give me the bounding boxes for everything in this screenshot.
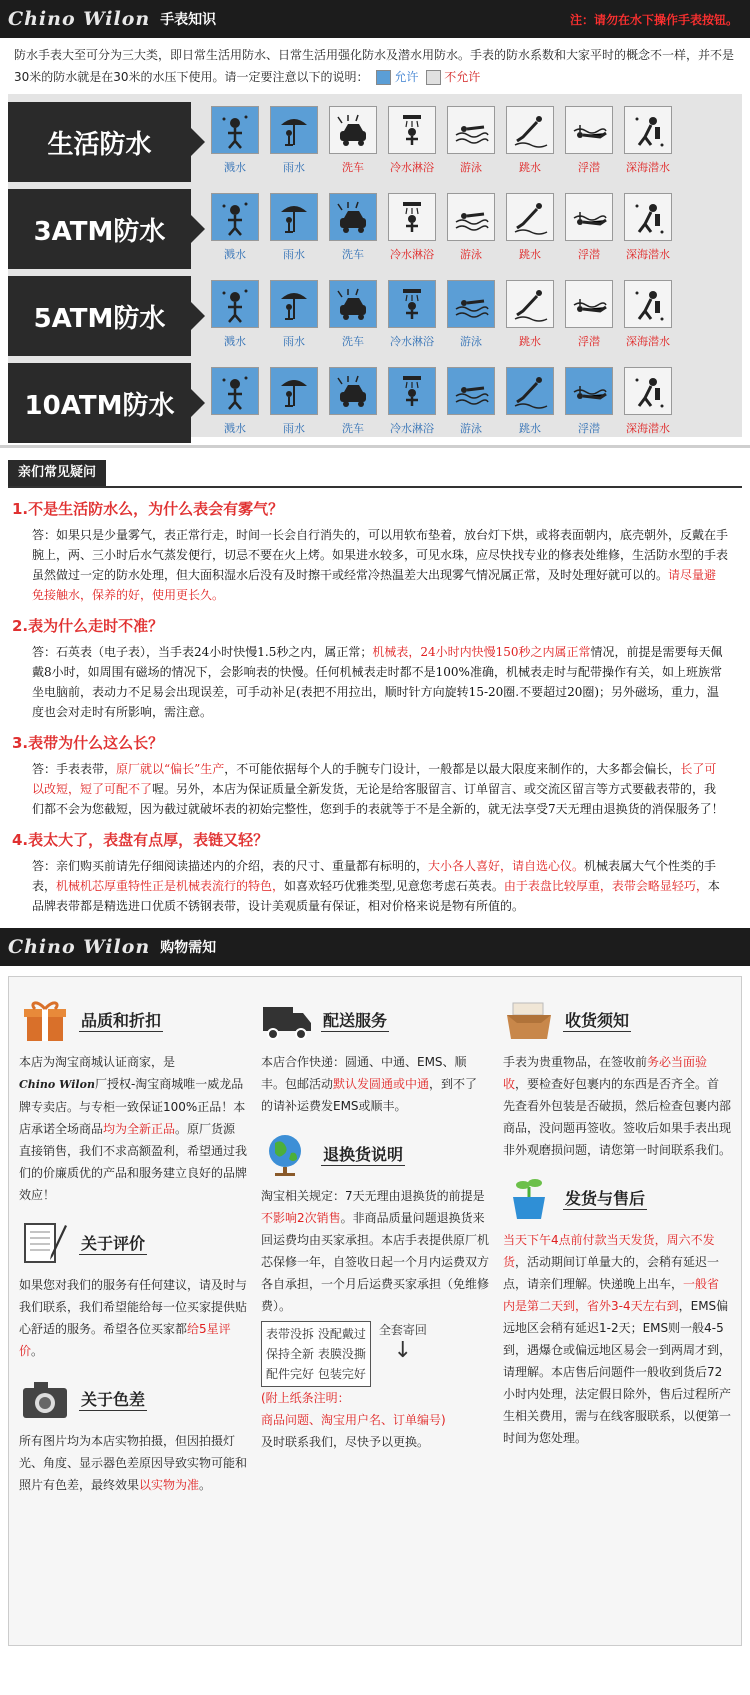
send-label: 全套寄回 bbox=[378, 1323, 427, 1337]
shop-header-bar bbox=[0, 928, 750, 966]
aftersale-title: 发货与售后 bbox=[563, 1186, 647, 1210]
answer-highlight: 长了可以改短，短了可配不了 bbox=[32, 762, 717, 796]
activity-item bbox=[624, 193, 672, 262]
delivery-heading bbox=[261, 997, 489, 1043]
arrow-down-icon: ↓ bbox=[393, 1338, 413, 1363]
deep-dive-icon bbox=[624, 193, 672, 241]
faq-list bbox=[0, 498, 750, 916]
splash-icon bbox=[211, 106, 259, 154]
faq-header bbox=[8, 460, 742, 488]
allow-swatch bbox=[376, 70, 391, 85]
text: 。原厂货源直接销售，我们不求高额盈利，希望通过我们的价廉质优的产品和服务建立良好的品牌效应！ bbox=[19, 1122, 248, 1202]
activity-item bbox=[211, 106, 259, 175]
text: ，到不了的请补运费发EMS或顺丰。 bbox=[261, 1077, 478, 1113]
activity-item bbox=[270, 193, 318, 262]
receive-heading bbox=[503, 997, 731, 1043]
answer-highlight: 原厂就以“偏长”生产 bbox=[116, 762, 225, 776]
activity-item bbox=[447, 367, 495, 436]
rating-label: 5ATM防水 bbox=[8, 276, 191, 356]
receive-text bbox=[503, 1051, 731, 1161]
send-back bbox=[379, 1321, 427, 1364]
shower-icon bbox=[388, 193, 436, 241]
shopping-info bbox=[8, 976, 742, 1646]
review-title: 关于评价 bbox=[79, 1231, 147, 1255]
text: 本店为淘宝商城认证商家，是 bbox=[19, 1055, 176, 1069]
activity-label: 冷水淋浴 bbox=[390, 335, 434, 348]
color-title: 关于色差 bbox=[79, 1387, 147, 1411]
activity-label: 溅水 bbox=[224, 422, 246, 435]
answer-text: 答：如果只是少量雾气，表正常行走，时间一长会自行消失的，可以用软布垫着，放台灯下烘，或将表面朝内，底壳朝外，反戴在手腕上，两、三小时后水气蒸发便行，切忌不要在火上烤。如果进水较多，可见水珠，应尽快找专业的修表处维修，生活防水型的手表虽然做过一定的防水处理，但大面积湿水后没有及时擦干或经常冷热温差大出现雾气情况属正常，及时处理好就可以的。 bbox=[32, 528, 729, 582]
swim-icon bbox=[447, 106, 495, 154]
answer-highlight: 大小各人喜好，请自选心仪。 bbox=[428, 859, 585, 873]
shower-icon bbox=[388, 367, 436, 415]
text: 。 bbox=[199, 1478, 212, 1492]
activity-label: 深海潜水 bbox=[626, 335, 670, 348]
snorkel-icon bbox=[565, 193, 613, 241]
activity-item bbox=[565, 193, 613, 262]
deep-dive-icon bbox=[624, 280, 672, 328]
activity-label: 洗车 bbox=[342, 161, 364, 174]
faq-question: 1.不是生活防水么，为什么表会有雾气？ bbox=[12, 500, 284, 518]
activity-item bbox=[447, 106, 495, 175]
activity-label: 游泳 bbox=[460, 248, 482, 261]
car-wash-icon bbox=[329, 280, 377, 328]
highlight: 均为全新正品 bbox=[103, 1122, 176, 1136]
activity-label: 冷水淋浴 bbox=[390, 422, 434, 435]
package-icon bbox=[503, 997, 555, 1043]
header-bar bbox=[0, 0, 750, 38]
splash-icon bbox=[211, 280, 259, 328]
answer-text: 如喜欢轻巧优雅类型,见意您考虑石英表。 bbox=[284, 879, 504, 893]
snorkel-icon bbox=[565, 367, 613, 415]
activity-list bbox=[211, 363, 672, 443]
rain-icon bbox=[270, 367, 318, 415]
aftersale-text bbox=[503, 1229, 731, 1449]
activity-item bbox=[565, 367, 613, 436]
car-wash-icon bbox=[329, 106, 377, 154]
text: 手表为贵重物品，在签收前 bbox=[503, 1055, 648, 1069]
activity-item bbox=[506, 280, 554, 349]
faq-answer bbox=[12, 636, 738, 722]
text: ，活动期间订单量大的，会稍有延迟一点，请亲们理解。快递晚上出车， bbox=[503, 1255, 720, 1291]
intro-paragraph: 防水手表大至可分为三大类，即日常生活用防水、日常生活用强化防水及潜水用防水。手表的防水系数和大家平时的概念不一样，并不是30米的防水就是在30米的水压下使用。请一定要注意以下的说明： bbox=[14, 48, 735, 84]
color-heading bbox=[19, 1376, 247, 1422]
rain-icon bbox=[270, 280, 318, 328]
brand-inline: Chino Wilon bbox=[19, 1078, 95, 1091]
highlight: 商品问题、淘宝用户名、订单编号) bbox=[261, 1413, 446, 1427]
answer-text: 答：手表表带， bbox=[32, 762, 117, 776]
faq-question: 3.表带为什么这么长？ bbox=[12, 734, 164, 752]
highlight: (附上纸条注明： bbox=[261, 1391, 350, 1405]
activity-label: 浮潜 bbox=[578, 422, 600, 435]
text: 本店合作快递：圆通、中通、EMS、顺丰。包邮活动 bbox=[261, 1055, 467, 1091]
condition-box bbox=[261, 1321, 371, 1387]
splash-icon bbox=[211, 367, 259, 415]
highlight: 默认发圆通或中通 bbox=[333, 1077, 430, 1091]
text: ，要检查好包裹内的东西是否齐全。首先查看外包装是否破损，然后检查包裹内部商品，没问题再签收。签收后如果手表出现非外观磨损问题，请您第一时间联系我们。 bbox=[503, 1077, 732, 1157]
activity-item bbox=[447, 193, 495, 262]
shower-icon bbox=[388, 280, 436, 328]
water-rating-row bbox=[8, 276, 742, 356]
rain-icon bbox=[270, 106, 318, 154]
answer-highlight: 机械机芯厚重特性正是机械表流行的特色， bbox=[56, 879, 285, 893]
water-rating-row bbox=[8, 189, 742, 269]
activity-item bbox=[211, 280, 259, 349]
exchange-title: 退换货说明 bbox=[321, 1142, 405, 1166]
highlight: 一般省内是第二天到，省外3-4天左右到 bbox=[503, 1277, 720, 1313]
activity-item bbox=[565, 280, 613, 349]
activity-item bbox=[329, 367, 377, 436]
activity-label: 雨水 bbox=[283, 161, 305, 174]
activity-label: 跳水 bbox=[519, 335, 541, 348]
answer-text: 本品牌表带都是精选进口优质不锈钢表带，设计美观质量有保证，相对价格来说是物有所值的。 bbox=[32, 879, 720, 913]
car-wash-icon bbox=[329, 367, 377, 415]
water-rating-row bbox=[8, 102, 742, 182]
faq-title: 亲们常见疑问 bbox=[8, 460, 106, 486]
delivery-text bbox=[261, 1051, 489, 1117]
highlight: 当天下午4点前付款当天发货，周六不发货 bbox=[503, 1233, 715, 1269]
plant-pot-icon bbox=[503, 1175, 555, 1221]
activity-label: 跳水 bbox=[519, 248, 541, 261]
activity-label: 浮潜 bbox=[578, 335, 600, 348]
activity-item bbox=[270, 280, 318, 349]
activity-item bbox=[624, 106, 672, 175]
activity-label: 浮潜 bbox=[578, 161, 600, 174]
intro-text bbox=[0, 38, 750, 88]
warning-note: 注：请勿在水下操作手表按钮。 bbox=[569, 12, 738, 27]
condition: 保持全新 表膜没撕 bbox=[266, 1347, 366, 1361]
exchange-heading bbox=[261, 1131, 489, 1177]
activity-label: 游泳 bbox=[460, 161, 482, 174]
text: ，EMS偏远地区会稍有延迟1-2天；EMS则一般4-5到，遇爆仓或偏远地区易会一到两周才到，请理解。本店售后问题件一般收到货后72小时内处理，法定假日除外，售后过程所产生相关费用，需与在线客服联系，以便第一时间为您处理。 bbox=[503, 1299, 732, 1445]
review-heading bbox=[19, 1220, 247, 1266]
activity-item bbox=[624, 367, 672, 436]
allow-label: 允许 bbox=[394, 70, 419, 84]
divider bbox=[0, 445, 750, 448]
shop-column bbox=[261, 991, 489, 1645]
shop-column bbox=[19, 991, 247, 1645]
text: 淘宝相关规定：7天无理由退换货的前提是 bbox=[261, 1189, 485, 1203]
activity-label: 溅水 bbox=[224, 335, 246, 348]
exchange-note bbox=[261, 1387, 489, 1453]
highlight: 以实物为准 bbox=[139, 1478, 200, 1492]
activity-list bbox=[211, 276, 672, 356]
activity-label: 深海潜水 bbox=[626, 161, 670, 174]
activity-label: 冷水淋浴 bbox=[390, 161, 434, 174]
activity-label: 深海潜水 bbox=[626, 248, 670, 261]
answer-text: 答：石英表（电子表），当手表24小时快慢1.5秒之内，属正常； bbox=[32, 645, 373, 659]
text: 。非商品质量问题退换货来回运费均由买家承担。本店手表提供原厂机芯保修一年，自签收日起一个月内运费双方各自承担，一个月后运费买家承担（免维修费）。 bbox=[261, 1211, 490, 1313]
activity-item bbox=[388, 193, 436, 262]
section-title: 购物需知 bbox=[160, 940, 217, 956]
section-title: 手表知识 bbox=[160, 12, 217, 28]
activity-item bbox=[624, 280, 672, 349]
return-conditions bbox=[261, 1321, 489, 1387]
rating-label: 10ATM防水 bbox=[8, 363, 191, 443]
deny-label: 不允许 bbox=[444, 70, 481, 84]
deep-dive-icon bbox=[624, 367, 672, 415]
aftersale-heading bbox=[503, 1175, 731, 1221]
faq-question: 4.表太大了，表盘有点厚，表链又轻？ bbox=[12, 831, 269, 849]
shop-column bbox=[503, 991, 731, 1645]
text: 厂授权-淘宝商城唯一威龙品牌专卖店。与专柜一致保证100%正品！本店承诺全场商品 bbox=[19, 1077, 246, 1136]
highlight: 不影响2次销售 bbox=[261, 1211, 341, 1225]
activity-item bbox=[329, 280, 377, 349]
snorkel-icon bbox=[565, 106, 613, 154]
activity-label: 游泳 bbox=[460, 335, 482, 348]
deep-dive-icon bbox=[624, 106, 672, 154]
activity-item bbox=[506, 106, 554, 175]
activity-label: 溅水 bbox=[224, 161, 246, 174]
answer-text: 喔。另外，本店为保证质量全新发货，无论是给客服留言、订单留言、或交流区留言等方式要截表带的，我们都不会为您截短，因为截过就破坏表的初始完整性，您到手的表就等于不是全新的，就无法享受7天无理由退换货的消保服务了！ bbox=[32, 782, 724, 816]
activity-label: 洗车 bbox=[342, 248, 364, 261]
dive-icon bbox=[506, 193, 554, 241]
activity-item bbox=[506, 367, 554, 436]
water-resistance-table bbox=[8, 94, 742, 437]
truck-icon bbox=[261, 997, 313, 1043]
activity-list bbox=[211, 189, 672, 269]
brand-logo: Chino Wilon bbox=[8, 8, 151, 30]
activity-label: 浮潜 bbox=[578, 248, 600, 261]
faq-answer bbox=[12, 850, 738, 916]
highlight: 给5星评价 bbox=[19, 1322, 231, 1358]
snorkel-icon bbox=[565, 280, 613, 328]
condition: 表带没拆 没配戴过 bbox=[266, 1327, 366, 1341]
rating-label: 生活防水 bbox=[8, 102, 191, 182]
rating-label: 3ATM防水 bbox=[8, 189, 191, 269]
activity-item bbox=[211, 193, 259, 262]
answer-text: ，不可能依据每个人的手腕专门设计，一般都是以最大限度来制作的，大多都会偏长， bbox=[224, 762, 681, 776]
notebook-icon bbox=[19, 1220, 71, 1266]
quality-text bbox=[19, 1051, 247, 1206]
activity-label: 跳水 bbox=[519, 161, 541, 174]
highlight: 务必当面验收 bbox=[503, 1055, 708, 1091]
dive-icon bbox=[506, 367, 554, 415]
rain-icon bbox=[270, 193, 318, 241]
activity-item bbox=[329, 106, 377, 175]
camera-icon bbox=[19, 1376, 71, 1422]
activity-item bbox=[270, 367, 318, 436]
activity-item bbox=[388, 106, 436, 175]
activity-label: 冷水淋浴 bbox=[390, 248, 434, 261]
condition: 配件完好 包装完好 bbox=[266, 1367, 366, 1381]
receive-title: 收货须知 bbox=[563, 1008, 631, 1032]
activity-item bbox=[388, 280, 436, 349]
activity-item bbox=[506, 193, 554, 262]
quality-heading bbox=[19, 997, 247, 1043]
exchange-text bbox=[261, 1185, 489, 1317]
answer-highlight: 机械表，24小时内快慢150秒之内属正常 bbox=[372, 645, 591, 659]
swim-icon bbox=[447, 193, 495, 241]
answer-highlight: 由于表盘比较厚重，表带会略显轻巧， bbox=[503, 879, 708, 893]
water-rating-row bbox=[8, 363, 742, 443]
faq-question: 2.表为什么走时不准？ bbox=[12, 617, 164, 635]
activity-label: 雨水 bbox=[283, 335, 305, 348]
globe-icon bbox=[261, 1131, 313, 1177]
brand-logo: Chino Wilon bbox=[8, 936, 151, 958]
answer-text: 机械表属大气个性类的手表， bbox=[32, 859, 717, 893]
answer-text: 答：亲们购买前请先仔细阅读描述内的介绍，表的尺寸、重量都有标明的， bbox=[32, 859, 429, 873]
activity-item bbox=[565, 106, 613, 175]
activity-item bbox=[329, 193, 377, 262]
text: 如果您对我们的服务有任何建议，请及时与我们联系，我们希望能给每一位买家提供贴心舒适的服务。希望各位买家都 bbox=[19, 1278, 248, 1336]
activity-item bbox=[211, 367, 259, 436]
activity-label: 洗车 bbox=[342, 335, 364, 348]
answer-highlight: 请尽量避免接触水，保养的好，使用更长久。 bbox=[32, 568, 717, 602]
activity-item bbox=[388, 367, 436, 436]
delivery-title: 配送服务 bbox=[321, 1008, 389, 1032]
activity-label: 游泳 bbox=[460, 422, 482, 435]
faq-answer bbox=[12, 519, 738, 605]
deny-swatch bbox=[426, 70, 441, 85]
activity-item bbox=[270, 106, 318, 175]
review-text bbox=[19, 1274, 247, 1362]
swim-icon bbox=[447, 367, 495, 415]
activity-label: 深海潜水 bbox=[626, 422, 670, 435]
activity-label: 洗车 bbox=[342, 422, 364, 435]
quality-title: 品质和折扣 bbox=[79, 1008, 163, 1032]
activity-label: 雨水 bbox=[283, 248, 305, 261]
swim-icon bbox=[447, 280, 495, 328]
faq-answer bbox=[12, 753, 738, 819]
dive-icon bbox=[506, 280, 554, 328]
gift-icon bbox=[19, 997, 71, 1043]
text: 。 bbox=[31, 1344, 44, 1358]
activity-item bbox=[447, 280, 495, 349]
answer-text: 情况，前提是需要每天佩戴8小时，如周围有磁场的情况下，会影响表的快慢。任何机械表走时都不是100%准确，机械表走时与配带操作有关，如上班族常坐电脑前，表动力不足易会出现误差，可手动补足(表把不用拉出，顺时针方向旋转15-20圈.不要超过20圈)；另外磁场，重力，温度也会对走时有所影响，需注意。 bbox=[32, 645, 723, 719]
text: 所有图片均为本店实物拍摄，但因拍摄灯光、角度、显示器色差原因导致实物可能和照片有色差，最终效果 bbox=[19, 1434, 248, 1492]
shower-icon bbox=[388, 106, 436, 154]
dive-icon bbox=[506, 106, 554, 154]
car-wash-icon bbox=[329, 193, 377, 241]
splash-icon bbox=[211, 193, 259, 241]
activity-label: 雨水 bbox=[283, 422, 305, 435]
activity-label: 溅水 bbox=[224, 248, 246, 261]
text: 及时联系我们，尽快予以更换。 bbox=[261, 1435, 430, 1449]
color-text bbox=[19, 1430, 247, 1496]
activity-label: 跳水 bbox=[519, 422, 541, 435]
activity-list bbox=[211, 102, 672, 182]
